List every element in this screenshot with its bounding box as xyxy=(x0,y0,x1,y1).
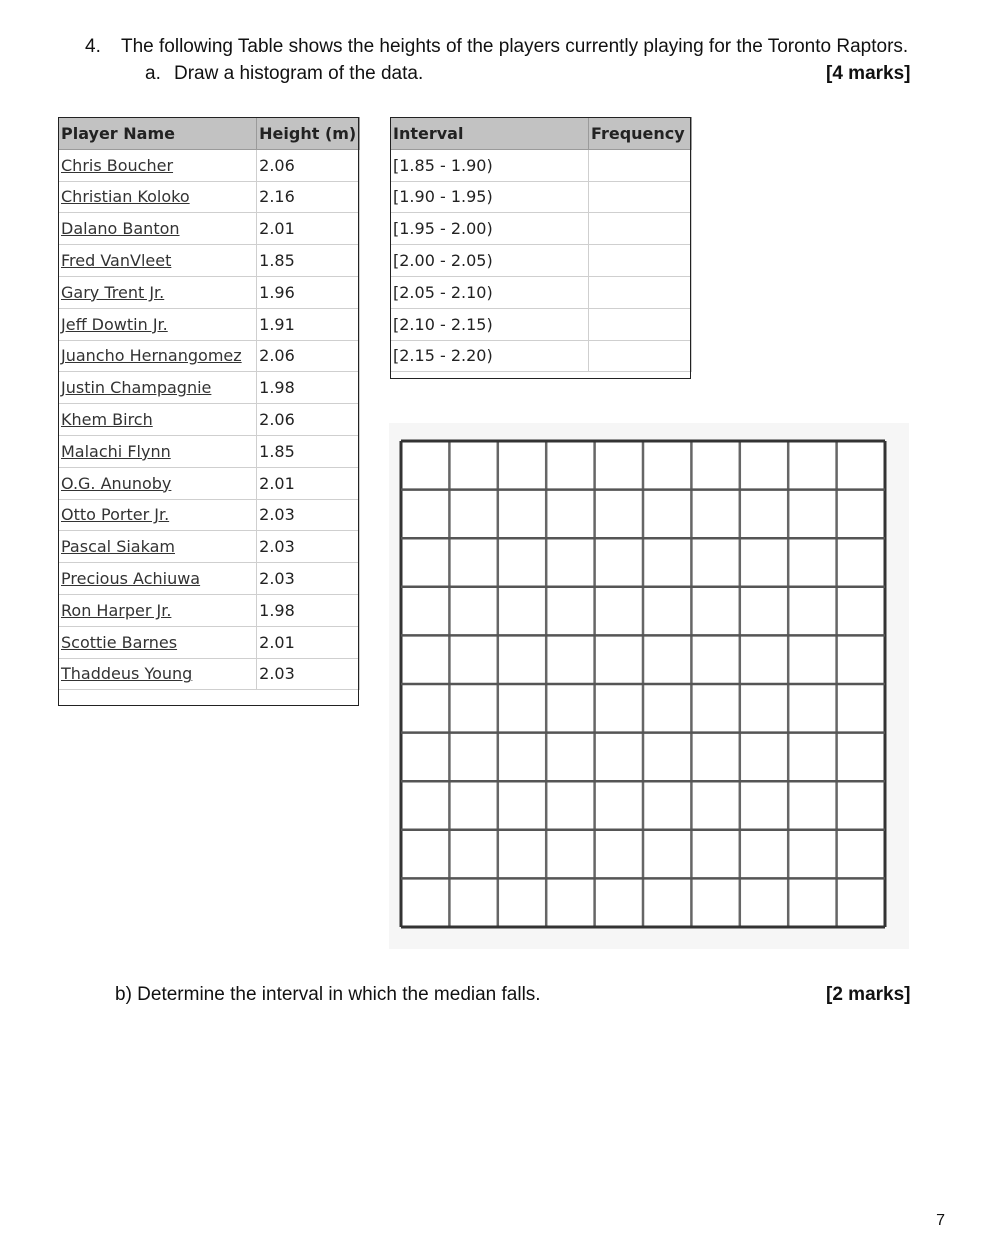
question-stem: The following Table shows the heights of the players currently playing for the Toronto Raptors. xyxy=(121,36,909,57)
frequency-cell xyxy=(589,276,692,308)
table-row xyxy=(391,213,692,245)
header-player-name: Player Name xyxy=(59,118,257,150)
interval-cell: [1.90 - 1.95) xyxy=(391,181,589,213)
histogram-grid-area xyxy=(389,423,909,949)
height-cell: 2.16 xyxy=(257,181,360,213)
height-cell: 2.03 xyxy=(257,658,360,690)
player-name-cell[interactable]: Thaddeus Young xyxy=(59,658,257,690)
player-name-cell[interactable]: Dalano Banton xyxy=(59,213,257,245)
interval-cell: [2.00 - 2.05) xyxy=(391,245,589,277)
table-row xyxy=(59,245,360,277)
player-name-cell[interactable]: Chris Boucher xyxy=(59,149,257,181)
interval-cell: [2.10 - 2.15) xyxy=(391,308,589,340)
header-interval: Interval xyxy=(391,118,589,150)
table-row xyxy=(59,340,360,372)
player-name-cell[interactable]: Jeff Dowtin Jr. xyxy=(59,308,257,340)
players-table xyxy=(58,117,360,690)
height-cell: 2.01 xyxy=(257,626,360,658)
height-cell: 2.01 xyxy=(257,213,360,245)
height-cell: 1.91 xyxy=(257,308,360,340)
player-name-cell[interactable]: Christian Koloko xyxy=(59,181,257,213)
table-row xyxy=(59,594,360,626)
table-row xyxy=(59,467,360,499)
table-row xyxy=(59,276,360,308)
table-row xyxy=(59,181,360,213)
part-b-text: b) Determine the interval in which the median falls. xyxy=(115,984,541,1005)
interval-cell: [2.15 - 2.20) xyxy=(391,340,589,372)
table-row xyxy=(59,435,360,467)
height-cell: 2.06 xyxy=(257,404,360,436)
table-row xyxy=(59,404,360,436)
part-a-text: Draw a histogram of the data. xyxy=(174,63,424,84)
table-row xyxy=(59,308,360,340)
table-row xyxy=(59,626,360,658)
frequency-cell xyxy=(589,213,692,245)
player-name-cell[interactable]: Juancho Hernangomez xyxy=(59,340,257,372)
page-number: 7 xyxy=(936,1212,945,1229)
table-row xyxy=(59,563,360,595)
frequency-cell xyxy=(589,308,692,340)
height-cell: 1.98 xyxy=(257,594,360,626)
player-name-cell[interactable]: Fred VanVleet xyxy=(59,245,257,277)
header-frequency: Frequency xyxy=(589,118,692,150)
player-name-cell[interactable]: Malachi Flynn xyxy=(59,435,257,467)
part-a-label: a. xyxy=(145,63,161,84)
height-cell: 1.98 xyxy=(257,372,360,404)
table-row xyxy=(391,181,692,213)
player-name-cell[interactable]: O.G. Anunoby xyxy=(59,467,257,499)
frequency-table xyxy=(390,117,692,372)
part-b-marks: [2 marks] xyxy=(826,984,911,1005)
player-name-cell[interactable]: Khem Birch xyxy=(59,404,257,436)
frequency-table-header xyxy=(391,118,692,150)
table-row xyxy=(59,149,360,181)
table-row xyxy=(391,245,692,277)
part-a-marks: [4 marks] xyxy=(826,63,911,84)
player-name-cell[interactable]: Gary Trent Jr. xyxy=(59,276,257,308)
players-table-header xyxy=(59,118,360,150)
interval-cell: [1.85 - 1.90) xyxy=(391,149,589,181)
height-cell: 2.06 xyxy=(257,340,360,372)
frequency-cell xyxy=(589,149,692,181)
frequency-cell xyxy=(589,245,692,277)
height-cell: 2.01 xyxy=(257,467,360,499)
height-cell: 1.85 xyxy=(257,435,360,467)
question-number: 4. xyxy=(85,36,101,57)
height-cell: 2.03 xyxy=(257,563,360,595)
height-cell: 1.85 xyxy=(257,245,360,277)
height-cell: 2.03 xyxy=(257,531,360,563)
header-height: Height (m) xyxy=(257,118,360,150)
height-cell: 2.03 xyxy=(257,499,360,531)
interval-cell: [2.05 - 2.10) xyxy=(391,276,589,308)
table-row xyxy=(59,213,360,245)
player-name-cell[interactable]: Pascal Siakam xyxy=(59,531,257,563)
table-row xyxy=(391,308,692,340)
player-name-cell[interactable]: Otto Porter Jr. xyxy=(59,499,257,531)
player-name-cell[interactable]: Scottie Barnes xyxy=(59,626,257,658)
player-name-cell[interactable]: Precious Achiuwa xyxy=(59,563,257,595)
frequency-cell xyxy=(589,181,692,213)
player-name-cell[interactable]: Justin Champagnie xyxy=(59,372,257,404)
frequency-cell xyxy=(589,340,692,372)
histogram-grid xyxy=(389,423,909,949)
table-row xyxy=(59,531,360,563)
table-row xyxy=(59,658,360,690)
player-name-cell[interactable]: Ron Harper Jr. xyxy=(59,594,257,626)
table-row xyxy=(59,372,360,404)
table-row xyxy=(391,340,692,372)
table-row xyxy=(391,149,692,181)
interval-cell: [1.95 - 2.00) xyxy=(391,213,589,245)
table-row xyxy=(391,276,692,308)
table-row xyxy=(59,499,360,531)
height-cell: 1.96 xyxy=(257,276,360,308)
height-cell: 2.06 xyxy=(257,149,360,181)
